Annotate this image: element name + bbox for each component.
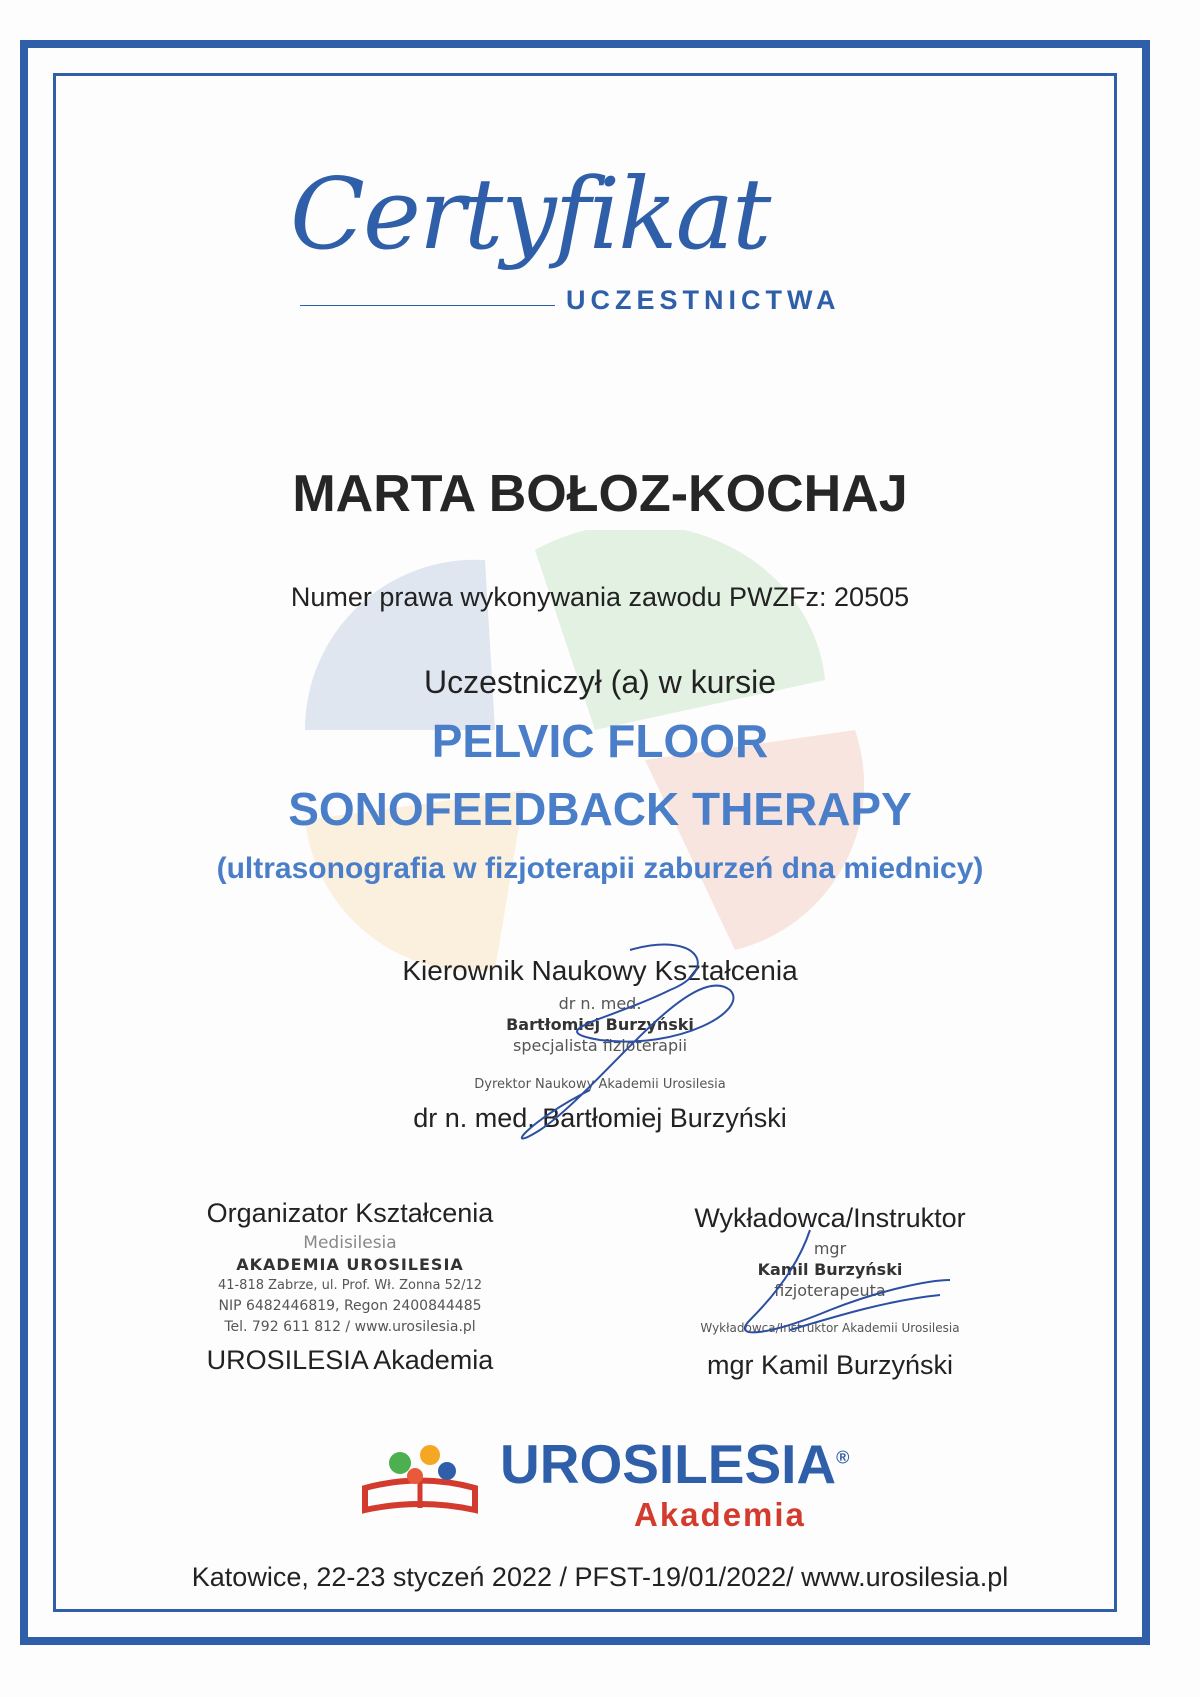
logo-subtitle: Akademia (634, 1496, 806, 1533)
course-name-line2: SONOFEEDBACK THERAPY (288, 783, 912, 835)
director-stamp: dr n. med. Bartłomiej Burzyński specjalista fizjoterapii (506, 994, 694, 1055)
instructor-signature (690, 1220, 960, 1360)
organizer-role: Organizator Kształcenia (206, 1198, 494, 1228)
director-signature (480, 930, 780, 1170)
director-role: Kierownik Naukowy Kształcenia (402, 955, 798, 986)
organizer-name: UROSILESIA Akademia (206, 1345, 494, 1375)
organizer-stamp: Medisilesia AKADEMIA UROSILESIA 41-818 Zabrze, ul. Prof. Wł. Zonna 52/12 NIP 6482446819, Regon 2400844485 Tel. 792 611 812 / www.urosilesia.pl (217, 1233, 483, 1335)
recipient-name: MARTA BOŁOZ-KOCHAJ (292, 465, 908, 523)
course-intro: Uczestniczył (a) w kursie (423, 664, 777, 700)
title-divider (300, 305, 555, 306)
course-name-line1: PELVIC FLOOR (431, 715, 769, 767)
course-subtitle: (ultrasonografia w fizjoterapii zaburzeń dna miednicy) (216, 852, 984, 885)
instructor-stamp: mgr Kamil Burzyński fizjoterapeuta (757, 1239, 903, 1300)
instructor-role: Wykładowca/Instruktor (694, 1203, 966, 1233)
license-number: Numer prawa wykonywania zawodu PWZFz: 20505 (290, 582, 910, 612)
logo-name: UROSILESIA® (500, 1433, 850, 1495)
certificate-title: Certyfikat (290, 158, 770, 272)
director-stamp-footer: Dyrektor Naukowy Akademii Urosilesia (474, 1077, 726, 1092)
instructor-name: mgr Kamil Burzyński (706, 1350, 954, 1380)
certificate-subtitle: UCZESTNICTWA (566, 285, 841, 315)
footer-info: Katowice, 22-23 styczeń 2022 / PFST-19/01/2022/ www.urosilesia.pl (191, 1562, 1009, 1592)
urosilesia-logo-icon (355, 1438, 485, 1518)
director-name: dr n. med. Bartłomiej Burzyński (413, 1103, 787, 1133)
instructor-stamp-footer: Wykładowca/Instruktor Akademii Urosilesia (700, 1321, 960, 1335)
